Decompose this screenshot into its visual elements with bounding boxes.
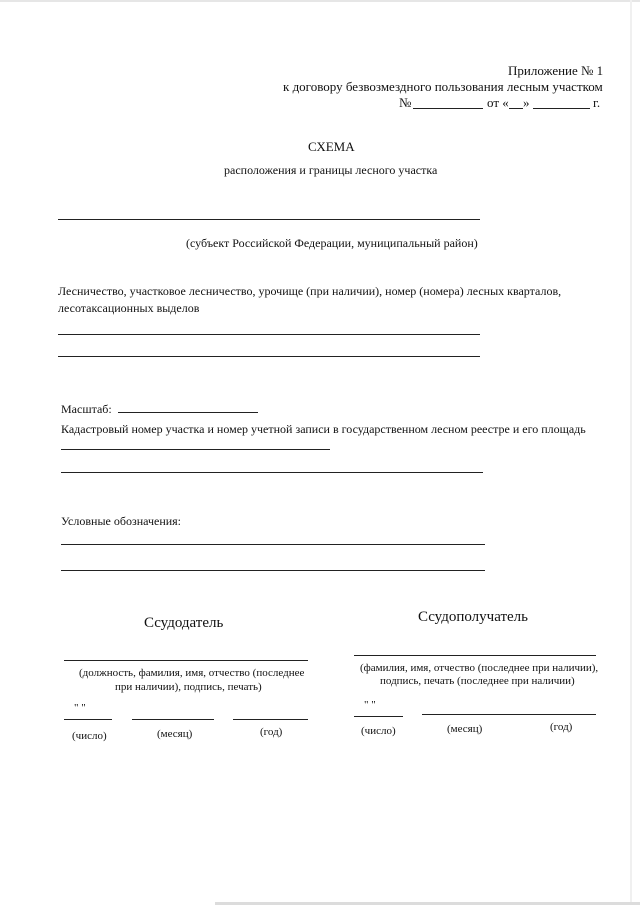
scale-blank — [118, 412, 258, 413]
lender-caption-line2: при наличии), подпись, печать) — [115, 681, 262, 693]
cadastral-blank-2 — [61, 472, 483, 473]
schema-subtitle: расположения и границы лесного участка — [224, 163, 438, 177]
lender-caption-line1: (должность, фамилия, имя, отчество (последнее — [79, 667, 305, 679]
forestry-label-line1: Лесничество, участковое лесничество, урочище (при наличии), номер (номера) лесных кварталов, — [58, 284, 562, 298]
lender-month-caption: (месяц) — [157, 728, 193, 740]
borrower-day-blank — [354, 716, 403, 717]
borrower-signature-blank — [354, 655, 596, 656]
legend-label: Условные обозначения: — [61, 514, 182, 528]
contract-month-blank — [533, 108, 590, 109]
scale-label: Масштаб: — [61, 402, 112, 416]
lender-day-blank — [64, 719, 112, 720]
borrower-quotes: " " — [364, 699, 376, 711]
lender-quotes: " " — [74, 702, 86, 714]
contract-day-blank — [509, 108, 523, 109]
borrower-day-caption: (число) — [361, 725, 396, 737]
borrower-caption-line2: подпись, печать (последнее при наличии) — [380, 675, 575, 687]
quote-close: » — [523, 95, 530, 110]
cadastral-blank-1 — [61, 449, 330, 450]
subject-blank — [58, 219, 480, 220]
borrower-month-and-year-blank — [422, 714, 596, 715]
lender-day-caption: (число) — [72, 730, 107, 742]
year-abbr: г. — [593, 95, 601, 110]
right-edge-mark — [630, 0, 632, 905]
legend-blank-1 — [61, 544, 485, 545]
contract-number-blank — [413, 108, 483, 109]
cadastral-label: Кадастровый номер участка и номер учетной записи в государственном лесном реестре и его площадь — [61, 422, 586, 436]
borrower-year-caption: (год) — [550, 721, 573, 733]
legend-blank-2 — [61, 570, 485, 571]
forestry-blank-2 — [58, 356, 480, 357]
forestry-label-line2: лесотаксационных выделов — [58, 301, 200, 315]
from-label: от « — [487, 95, 509, 110]
top-edge-mark — [0, 0, 640, 2]
lender-title: Ссудодатель — [144, 615, 224, 631]
schema-title: СХЕМА — [308, 139, 355, 154]
lender-year-blank — [233, 719, 308, 720]
borrower-caption-line1: (фамилия, имя, отчество (последнее при наличии), — [360, 662, 599, 674]
number-sign: № — [399, 95, 412, 110]
appendix-title: Приложение № 1 — [508, 63, 604, 78]
subject-caption: (субъект Российской Федерации, муниципальный район) — [186, 236, 478, 250]
lender-signature-blank — [64, 660, 308, 661]
forestry-blank-1 — [58, 334, 480, 335]
borrower-title: Ссудополучатель — [418, 609, 529, 625]
lender-month-blank — [132, 719, 214, 720]
contract-subtitle: к договору безвозмездного пользования лесным участком — [283, 79, 603, 94]
borrower-month-caption: (месяц) — [447, 723, 483, 735]
lender-year-caption: (год) — [260, 726, 283, 738]
